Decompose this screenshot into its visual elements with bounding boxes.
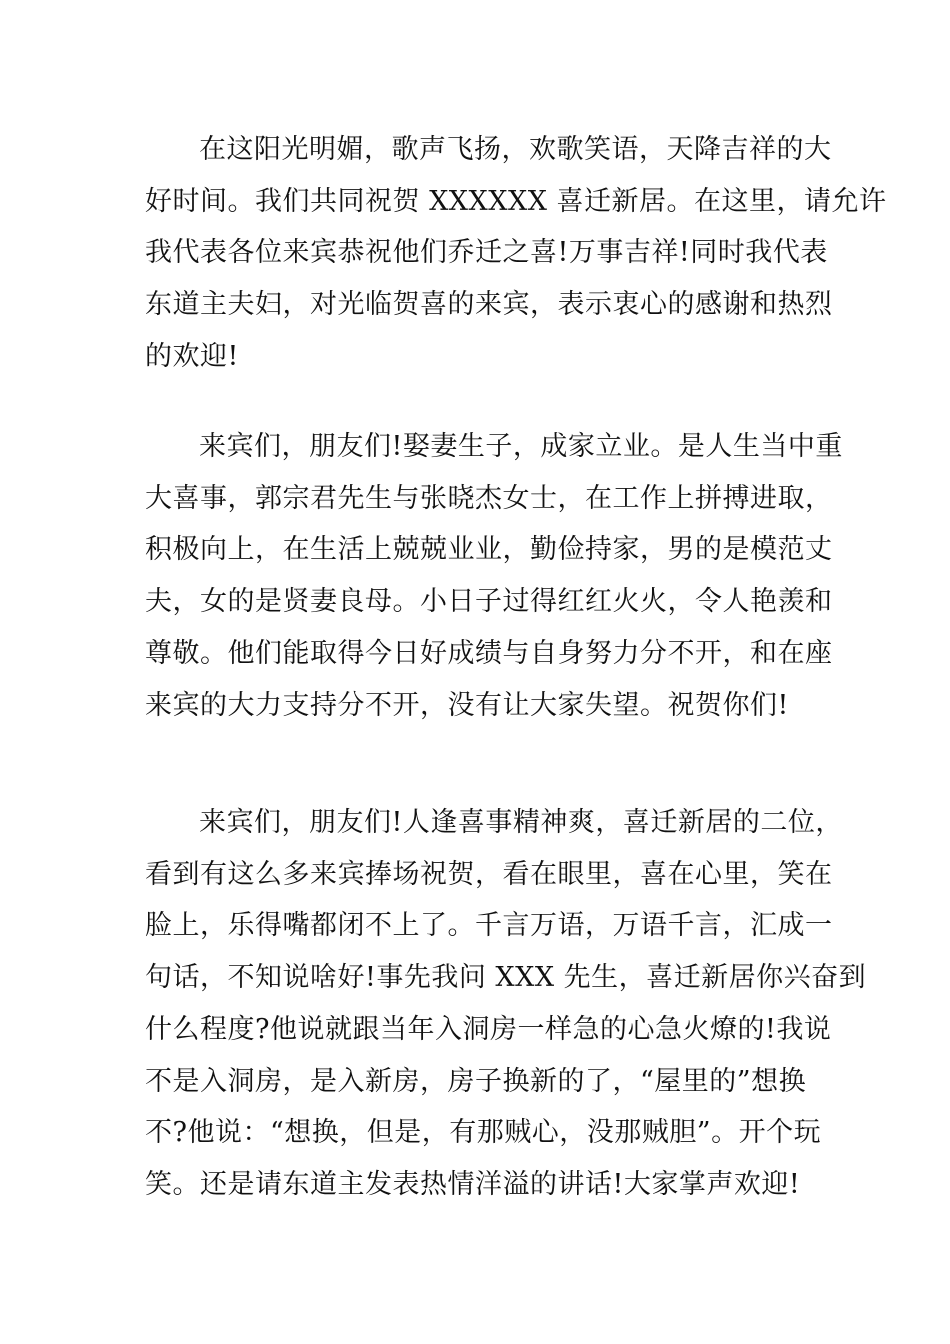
paragraph-line: 笑。还是请东道主发表热情洋溢的讲话!大家掌声欢迎! bbox=[145, 1168, 801, 1200]
paragraph-line: 什么程度?他说就跟当年入洞房一样急的心急火燎的!我说 bbox=[145, 1013, 832, 1045]
paragraph-line: 来宾们，朋友们!人逢喜事精神爽，喜迁新居的二位， bbox=[199, 807, 843, 838]
paragraph-line: 好时间。我们共同祝贺 XXXXXX 喜迁新居。在这里，请允许 bbox=[145, 185, 887, 217]
paragraph-line: 脸上，乐得嘴都闭不上了。千言万语，万语千言，汇成一 bbox=[145, 910, 833, 942]
paragraph-line: 的欢迎! bbox=[145, 340, 239, 372]
paragraph-line: 在这阳光明媚，歌声飞扬，欢歌笑语，天降吉祥的大 bbox=[199, 134, 832, 165]
paragraph-line: 我代表各位来宾恭祝他们乔迁之喜!万事吉祥!同时我代表 bbox=[145, 237, 828, 269]
paragraph-1 bbox=[145, 124, 887, 383]
paragraph-line: 尊敬。他们能取得今日好成绩与自身努力分不开，和在座 bbox=[145, 637, 833, 669]
paragraph-line: 看到有这么多来宾捧场祝贺，看在眼里，喜在心里，笑在 bbox=[145, 858, 833, 890]
paragraph-line: 积极向上，在生活上兢兢业业，勤俭持家，男的是模范丈 bbox=[145, 534, 833, 566]
paragraph-line: 来宾们，朋友们!娶妻生子，成家立业。是人生当中重 bbox=[199, 431, 843, 462]
paragraph-line: 不是入洞房，是入新房，房子换新的了，“屋里的”想换 bbox=[145, 1065, 807, 1097]
paragraph-line: 句话，不知说啥好!事先我问 XXX 先生，喜迁新居你兴奋到 bbox=[145, 962, 867, 994]
paragraph-line: 东道主夫妇，对光临贺喜的来宾，表示衷心的感谢和热烈 bbox=[145, 289, 833, 321]
paragraph-line: 不?他说：“想换，但是，有那贼心，没那贼胆”。开个玩 bbox=[145, 1117, 822, 1149]
paragraph-line: 来宾的大力支持分不开，没有让大家失望。祝贺你们! bbox=[145, 689, 789, 721]
paragraph-2 bbox=[145, 421, 843, 731]
paragraph-line: 夫，女的是贤妻良母。小日子过得红红火火，令人艳羡和 bbox=[145, 586, 833, 618]
paragraph-line: 大喜事，郭宗君先生与张晓杰女士，在工作上拼搏进取， bbox=[145, 482, 833, 514]
paragraph-3 bbox=[145, 797, 867, 1211]
